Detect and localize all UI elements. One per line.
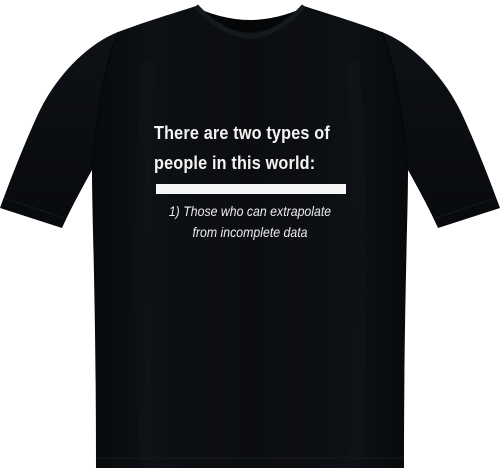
item-line-1: 1) Those who can extrapolate bbox=[168, 203, 332, 219]
headline-line-2: people in this world: bbox=[154, 153, 316, 173]
headline-line-1: There are two types of bbox=[154, 123, 330, 143]
item-line-2: from incomplete data bbox=[192, 224, 308, 240]
